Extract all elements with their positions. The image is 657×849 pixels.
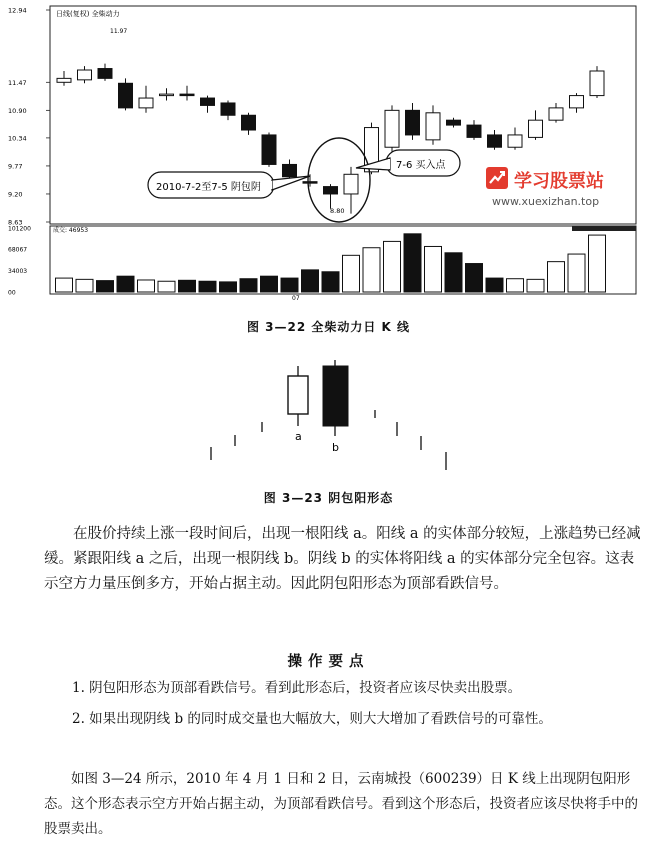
volume-bar <box>363 248 380 292</box>
volume-tick-label: 34003 <box>8 267 28 275</box>
volume-bar <box>302 270 319 292</box>
ma-label: 11.97 <box>110 28 128 35</box>
callout-right-text: 7-6 买入点 <box>396 160 446 171</box>
volume-bar <box>97 281 114 292</box>
engulfing-diagram <box>0 352 657 477</box>
candle-a-body <box>288 376 308 414</box>
point-2: 2. 如果出现阴线 b 的同时成交量也大幅放大，则大大增加了看跌信号的可靠性。 <box>72 711 552 727</box>
candle-b-body <box>323 366 348 426</box>
volume-bar <box>220 282 237 292</box>
watermark-url: www.xuexizhan.top <box>492 195 600 208</box>
volume-label: 成交: 46953 <box>53 227 89 234</box>
label-a: a <box>295 430 302 443</box>
volume-bar <box>138 280 155 292</box>
volume-bar <box>261 276 278 292</box>
y-tick-label: 10.34 <box>8 134 27 143</box>
candle-body <box>324 187 338 194</box>
volume-tick-label: 68067 <box>8 246 28 254</box>
volume-bar <box>199 281 216 292</box>
label-b: b <box>332 441 339 454</box>
candle-body <box>467 125 481 137</box>
candle-body <box>262 135 276 165</box>
volume-band <box>572 226 636 231</box>
volume-bar <box>548 262 565 292</box>
candle-body <box>139 98 153 108</box>
y-tick-label: 8.63 <box>8 218 23 227</box>
volume-bar <box>117 276 134 292</box>
volume-bar <box>281 278 298 292</box>
candle-body <box>119 83 133 108</box>
candle-body <box>242 115 256 130</box>
volume-tick-label: 00 <box>8 289 16 297</box>
volume-bar <box>589 235 606 292</box>
volume-bar <box>445 253 462 292</box>
volume-axis <box>8 226 31 297</box>
volume-bar <box>343 255 360 292</box>
section-heading: 操作要点 <box>287 653 370 670</box>
candle-body <box>283 164 297 176</box>
y-tick-label: 12.94 <box>8 6 27 15</box>
paragraph-1: 在股价持续上涨一段时间后，出现一根阳线 a。阳线 a 的实体部分较短，上涨趋势已经减缓。紧跟阳线 a 之后，出现一根阴线 b。阴线 b 的实体将阳线 a 的实体部分完全包容。这表示空方力量压倒多方，开始占据主动。因此阴包阳形态为顶部看跌信号。 <box>44 526 641 592</box>
y-tick-label: 11.47 <box>8 78 27 87</box>
volume-bar <box>322 272 339 292</box>
volume-bar <box>486 278 503 292</box>
candle-body <box>385 110 399 147</box>
volume-bar <box>425 246 442 292</box>
volume-bar <box>56 278 73 292</box>
kline-chart <box>0 0 657 310</box>
volume-bar <box>384 241 401 292</box>
candle-body <box>344 174 358 194</box>
paragraph-2: 如图 3—24 所示，2010 年 4 月 1 日和 2 日，云南城投（600239）日 K 线上出现阴包阳形态。这个形态表示空方开始占据主动，为顶部看跌信号。看到这个形态后，投资者应该尽快将手中的股票卖出。 <box>44 771 638 837</box>
candle-body <box>406 110 420 135</box>
candle-body <box>447 120 461 125</box>
figure-kline <box>0 0 657 310</box>
figure2-caption: 图 3—23 阴包阳形态 <box>263 491 394 505</box>
callout-left-text: 2010-7-2至7-5 阴包阴 <box>156 182 261 193</box>
volume-bar <box>404 234 421 292</box>
figure1-caption: 图 3—22 全柴动力日 K 线 <box>246 320 411 334</box>
watermark-name: 学习股票站 <box>514 171 604 192</box>
y-tick-label: 10.90 <box>8 106 27 115</box>
candle-body <box>549 108 563 120</box>
y-axis <box>8 7 50 227</box>
low-price-label: 8.80 <box>330 207 345 215</box>
candle-body <box>426 113 440 140</box>
candle-body <box>160 94 174 96</box>
candle-body <box>180 94 194 96</box>
candle-body <box>303 182 317 184</box>
chart-title: 日线(复权) 全柴动力 <box>56 10 120 18</box>
candle-body <box>570 96 584 108</box>
candle-body <box>221 103 235 115</box>
volume-bar <box>179 280 196 292</box>
y-tick-label: 9.77 <box>8 162 23 171</box>
candle-body <box>590 71 604 96</box>
candle-body <box>529 120 543 137</box>
volume-bar <box>158 281 175 292</box>
volume-bar <box>466 264 483 292</box>
candle-body <box>98 69 112 79</box>
candle-body <box>78 70 92 80</box>
volume-bar <box>527 279 544 292</box>
candle-body <box>508 135 522 147</box>
volume-bars <box>56 234 606 292</box>
volume-bar <box>568 254 585 292</box>
candle-body <box>488 135 502 147</box>
point-1: 1. 阴包阳形态为顶部看跌信号。看到此形态后，投资者应该尽快卖出股票。 <box>72 680 522 696</box>
volume-tick-label: 101200 <box>8 225 31 233</box>
watermark <box>484 165 624 215</box>
x-tick-label: 07 <box>292 295 300 302</box>
volume-bar <box>76 279 93 292</box>
candle-body <box>201 98 215 105</box>
y-tick-label: 9.20 <box>8 190 23 199</box>
candle-body <box>57 78 71 82</box>
figure-engulfing <box>0 352 657 477</box>
watermark-logo-icon <box>486 167 508 189</box>
volume-bar <box>507 279 524 292</box>
volume-bar <box>240 279 257 292</box>
